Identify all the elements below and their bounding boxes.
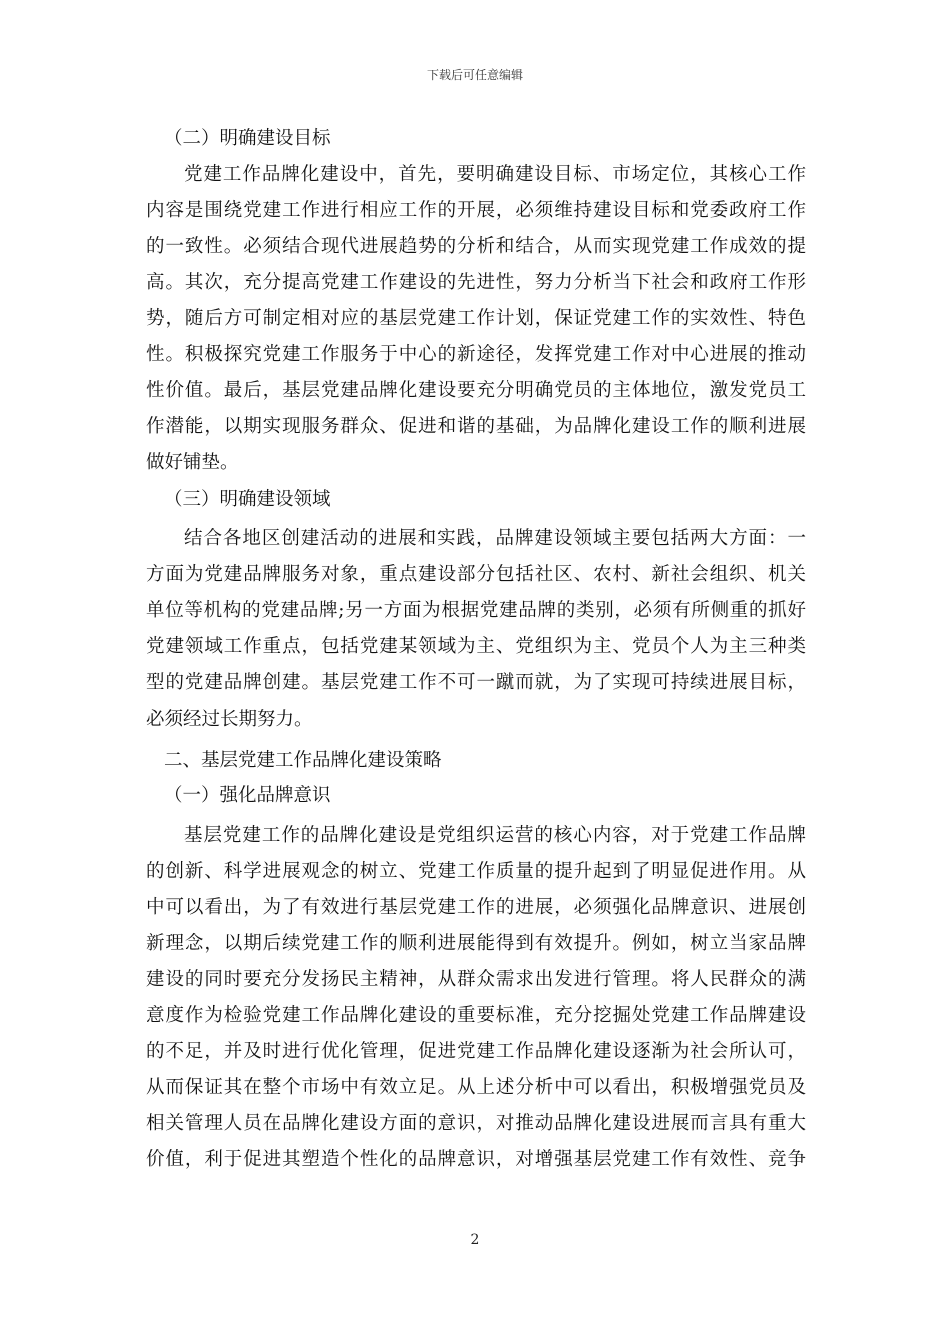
- body-line: 型的党建品牌创建。基层党建工作不可一蹴而就，为了实现可持续进展目标，: [146, 672, 806, 693]
- body-line: 基层党建工作的品牌化建设是党组织运营的核心内容，对于党建工作品牌: [184, 825, 806, 846]
- body-line: 相关管理人员在品牌化建设方面的意识，对推动品牌化建设进展而言具有重大: [146, 1113, 806, 1134]
- body-line: 意度作为检验党建工作品牌化建设的重要标准，充分挖掘处党建工作品牌建设: [146, 1005, 806, 1026]
- body-line: 的创新、科学进展观念的树立、党建工作质量的提升起到了明显促进作用。从: [146, 861, 806, 882]
- body-line: 高。其次，充分提高党建工作建设的先进性，努力分析当下社会和政府工作形: [146, 272, 806, 293]
- body-line: 二、基层党建工作品牌化建设策略: [164, 750, 442, 771]
- body-line: （二）明确建设目标: [164, 128, 331, 149]
- body-line: 党建工作品牌化建设中，首先，要明确建设目标、市场定位，其核心工作: [184, 164, 806, 185]
- body-line: 必须经过长期努力。: [146, 709, 313, 730]
- body-line: 单位等机构的党建品牌;另一方面为根据党建品牌的类别，必须有所侧重的抓好: [146, 600, 806, 621]
- body-line: 从而保证其在整个市场中有效立足。从上述分析中可以看出，积极增强党员及: [146, 1077, 806, 1098]
- body-line: 性价值。最后，基层党建品牌化建设要充分明确党员的主体地位，激发党员工: [146, 380, 806, 401]
- body-line: 价值，利于促进其塑造个性化的品牌意识，对增强基层党建工作有效性、竞争: [146, 1149, 806, 1170]
- body-line: 的一致性。必须结合现代进展趋势的分析和结合，从而实现党建工作成效的提: [146, 236, 806, 257]
- body-line: （一）强化品牌意识: [164, 785, 331, 806]
- body-line: 方面为党建品牌服务对象，重点建设部分包括社区、农村、新社会组织、机关: [146, 564, 806, 585]
- body-line: 的不足，并及时进行优化管理，促进党建工作品牌化建设逐渐为社会所认可，: [146, 1041, 806, 1062]
- page-number: 2: [470, 1232, 480, 1248]
- body-line: 建设的同时要充分发扬民主精神，从群众需求出发进行管理。将人民群众的满: [146, 969, 806, 990]
- body-line: 作潜能，以期实现服务群众、促进和谐的基础，为品牌化建设工作的顺利进展: [146, 416, 806, 437]
- page-header: 下载后可任意编辑: [426, 68, 523, 82]
- body-line: 势，随后方可制定相对应的基层党建工作计划，保证党建工作的实效性、特色: [146, 308, 806, 329]
- body-line: 结合各地区创建活动的进展和实践，品牌建设领域主要包括两大方面：一: [184, 528, 806, 549]
- body-line: （三）明确建设领域: [164, 489, 331, 510]
- body-line: 中可以看出，为了有效进行基层党建工作的进展，必须强化品牌意识、进展创: [146, 897, 806, 918]
- body-line: 党建领域工作重点，包括党建某领域为主、党组织为主、党员个人为主三种类: [146, 636, 806, 657]
- body-line: 性。积极探究党建工作服务于中心的新途径，发挥党建工作对中心进展的推动: [146, 344, 806, 365]
- body-line: 做好铺垫。: [146, 452, 239, 473]
- body-line: 内容是围绕党建工作进行相应工作的开展，必须维持建设目标和党委政府工作: [146, 200, 806, 221]
- body-line: 新理念，以期后续党建工作的顺利进展能得到有效提升。例如，树立当家品牌: [146, 933, 806, 954]
